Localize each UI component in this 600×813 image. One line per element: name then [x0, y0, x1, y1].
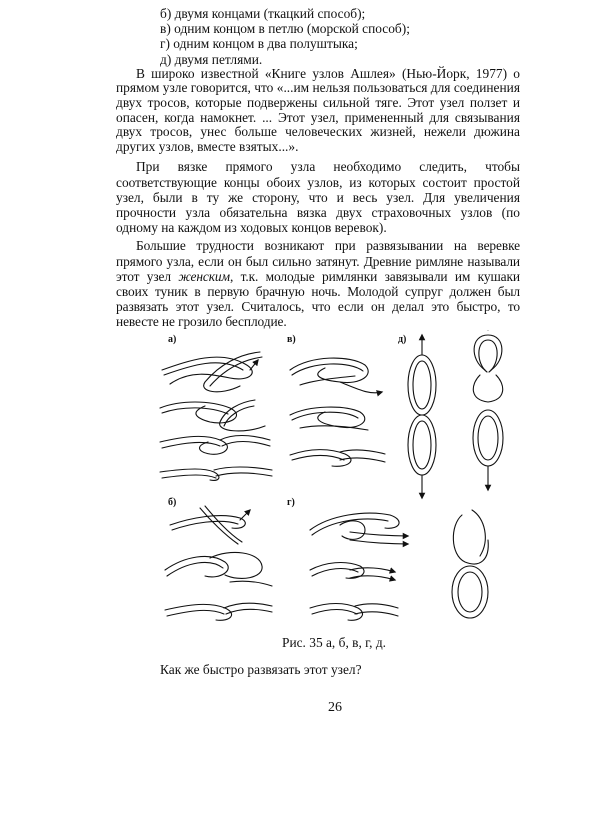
knot-a-stage-3 [160, 436, 270, 455]
paragraph-ashley-quote: В широко известной «Книге узлов Ашлея» (Нью-Йорк, 1977) о прямом узле говорится, что «...им нельзя пользоваться для соединения двух тросов, которые подвержены сильной тяге. Этот узел ползет и опасен, когда намокнет. ... Этот узел, примененный для связывания двух тросов, унес больше человеческих жизней, нежели дюжина других узлов, вместе взятых...». [116, 65, 520, 154]
label-b: б) [168, 497, 177, 508]
label-a: а) [168, 334, 177, 345]
list-item: в) одним концом в петлю (морской способ); [160, 21, 410, 37]
knot-v-stage-1 [290, 358, 382, 393]
knot-g-stage-3 [310, 604, 398, 621]
knot-g-stage-2 [310, 563, 395, 580]
label-g: г) [287, 497, 295, 508]
paragraph-text: Большие трудности возникают при развязывании на веревке прямого узла, если он был сильно затянут. Древние римляне называли этот узел [116, 238, 520, 284]
figure-caption: Рис. 35 а, б, в, г, д. [282, 635, 386, 650]
paragraph-roman-history [116, 238, 520, 329]
knot-b-stage-1 [170, 506, 250, 544]
page-number: 26 [328, 700, 342, 715]
knot-a-stage-2 [160, 400, 265, 431]
knot-b-stage-3 [165, 603, 272, 620]
knot-b-stage-2 [165, 552, 272, 586]
knot-illustrations [150, 330, 530, 630]
paragraph-tying-rules: При вязке прямого узла необходимо следить, чтобы соответствующие концы обоих узлов, из которых состоит простой узел, были в ту же сторону, что и весь узел. Для увеличения прочности узла обязательна вязка двух страховочных узлов (по одному на каждом из ходовых концов веревок). [116, 159, 520, 236]
knot-figure [150, 330, 530, 630]
list-item: г) одним концом в два полуштыка; [160, 36, 358, 52]
knot-d-loops [408, 330, 503, 498]
knot-v-stage-2 [290, 407, 368, 430]
knot-a-stage-4 [160, 467, 272, 480]
knot-v-stage-3 [290, 450, 385, 467]
italic-term: женским [178, 268, 230, 284]
paragraph-text: , т.к. молодые римлянки завязывали им кушаки своих туник в первую брачную ночь. Молодой супруг должен был развязать этот узел. Считалось, что если он делал это быстро, то невесте не грозило бесплодие. [116, 268, 520, 330]
knot-d-figure-eight [452, 510, 488, 618]
knot-g-stage-1 [310, 513, 408, 544]
label-d: д) [398, 334, 407, 345]
knot-a-stage-1 [162, 352, 262, 392]
list-item: б) двумя концами (ткацкий способ); [160, 6, 366, 21]
list-item: д) двумя петлями. [160, 51, 263, 67]
body-text [116, 6, 520, 330]
label-v: в) [287, 334, 296, 345]
question-line: Как же быстро развязать этот узел? [160, 662, 362, 677]
